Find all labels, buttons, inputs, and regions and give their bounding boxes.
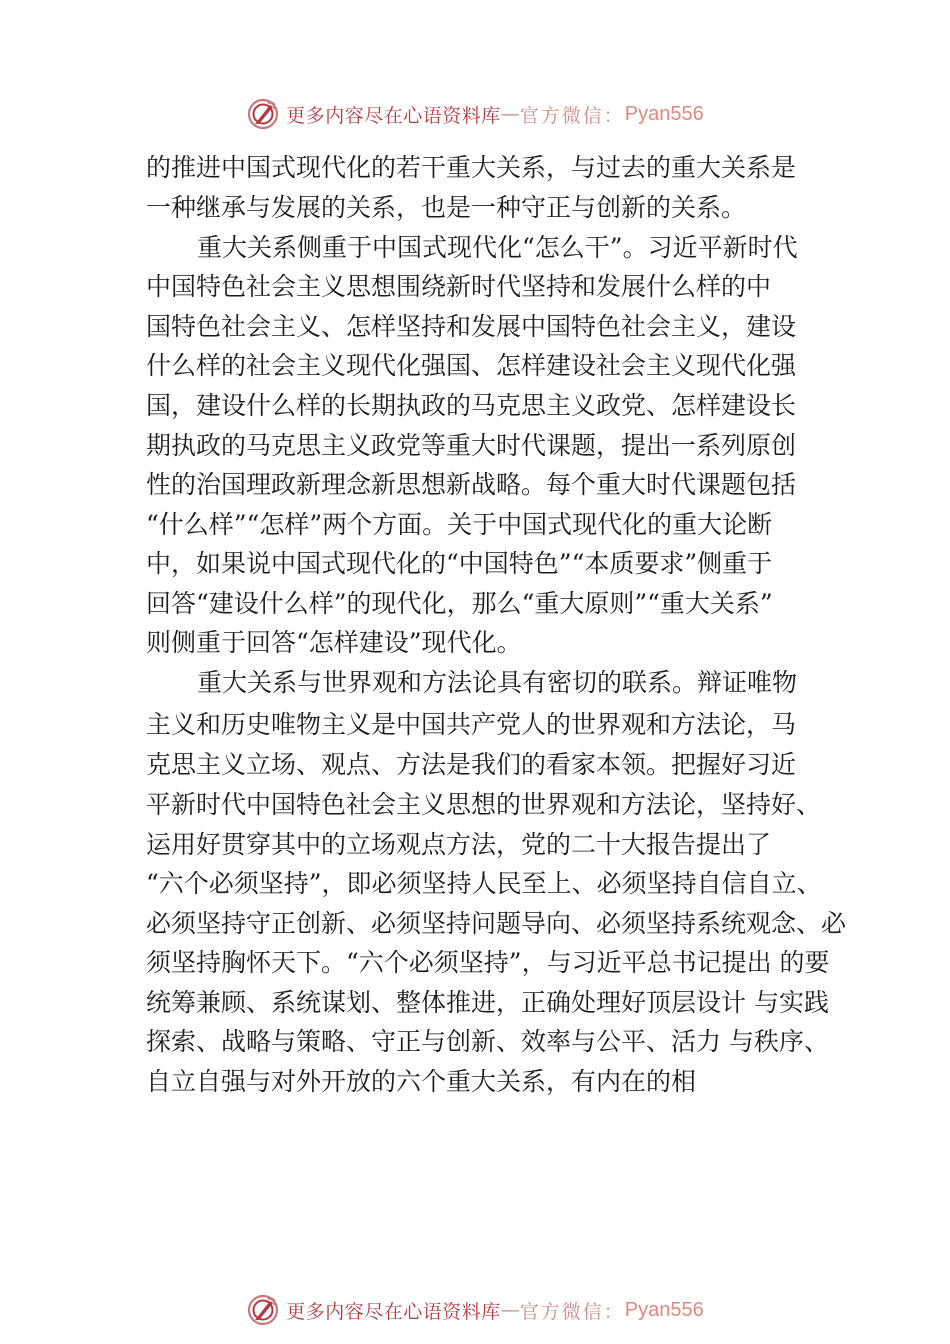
- text-line: 的推进中国式现代化的若干重大关系，与过去的重大关系是: [146, 153, 797, 182]
- text-line: 则侧重于回答“怎样建设”现代化。: [146, 628, 522, 657]
- header-dash: —: [500, 103, 520, 125]
- text-line: 中，如果说中国式现代化的“中国特色”“本质要求”侧重于: [146, 549, 773, 578]
- text-line: 探索、战略与策略、守正与创新、效率与公平、活力 与秩序、: [146, 1027, 829, 1056]
- text-line: 期执政的马克思主义政党等重大时代课题，提出一系列原创: [146, 431, 797, 460]
- paragraph-start-line: 重大关系与世界观和方法论具有密切的联系。辩证唯物: [197, 668, 798, 697]
- text-line: 一种继承与发展的关系，也是一种守正与创新的关系。: [146, 193, 747, 222]
- header-wechat-handle: Pyan556: [624, 102, 704, 125]
- header-brand-text: 更多内容尽在心语资料库: [286, 104, 501, 127]
- text-line: 性的治国理政新理念新思想新战略。每个重大时代课题包括: [146, 470, 797, 499]
- text-line: 中国特色社会主义思想围绕新时代坚持和发展什么样的中: [146, 272, 772, 301]
- text-line: 运用好贯穿其中的立场观点方法，党的二十大报告提出了: [146, 830, 772, 859]
- text-line: 平新时代中国特色社会主义思想的世界观和方法论，坚持好、: [146, 790, 822, 819]
- text-line: 克思主义立场、观点、方法是我们的看家本领。把握好习近: [146, 750, 797, 779]
- header-wechat-label: 官方微信：: [519, 104, 625, 127]
- paragraph-start-line: 重大关系侧重于中国式现代化“怎么干”。习近平新时代: [197, 233, 798, 262]
- text-line: 统筹兼顾、系统谋划、整体推进，正确处理好顶层设计 与实践: [146, 988, 829, 1017]
- text-line: 自立自强与对外开放的六个重大关系，有内在的相: [146, 1067, 697, 1096]
- text-line: 国，建设什么样的长期执政的马克思主义政党、怎样建设长: [146, 391, 797, 420]
- text-line: 主义和历史唯物主义是中国共产党人的世界观和方法论，马: [146, 710, 797, 739]
- text-line: “什么样”“怎样”两个方面。关于中国式现代化的重大论断: [146, 510, 773, 539]
- text-line: 回答“建设什么样”的现代化，那么“重大原则”“重大关系”: [146, 589, 773, 618]
- text-line: “六个必须坚持”，即必须坚持人民至上、必须坚持自信自立、: [146, 869, 822, 898]
- footer-wechat-label: 官方微信：: [519, 1300, 625, 1323]
- text-line: 国特色社会主义、怎样坚持和发展中国特色社会主义，建设: [146, 312, 797, 341]
- text-line: 必须坚持守正创新、必须坚持问题导向、必须坚持系统观念、必: [146, 909, 847, 938]
- footer-banner: [0, 1290, 950, 1330]
- text-line: 什么样的社会主义现代化强国、怎样建设社会主义现代化强: [146, 351, 797, 380]
- footer-dash: —: [500, 1299, 520, 1321]
- text-line: 须坚持胸怀天下。“六个必须坚持”，与习近平总书记提出 的要: [146, 948, 830, 977]
- footer-wechat-handle: Pyan556: [624, 1298, 704, 1321]
- quill-seal-icon: [246, 1293, 280, 1327]
- footer-brand-text: 更多内容尽在心语资料库: [286, 1300, 501, 1323]
